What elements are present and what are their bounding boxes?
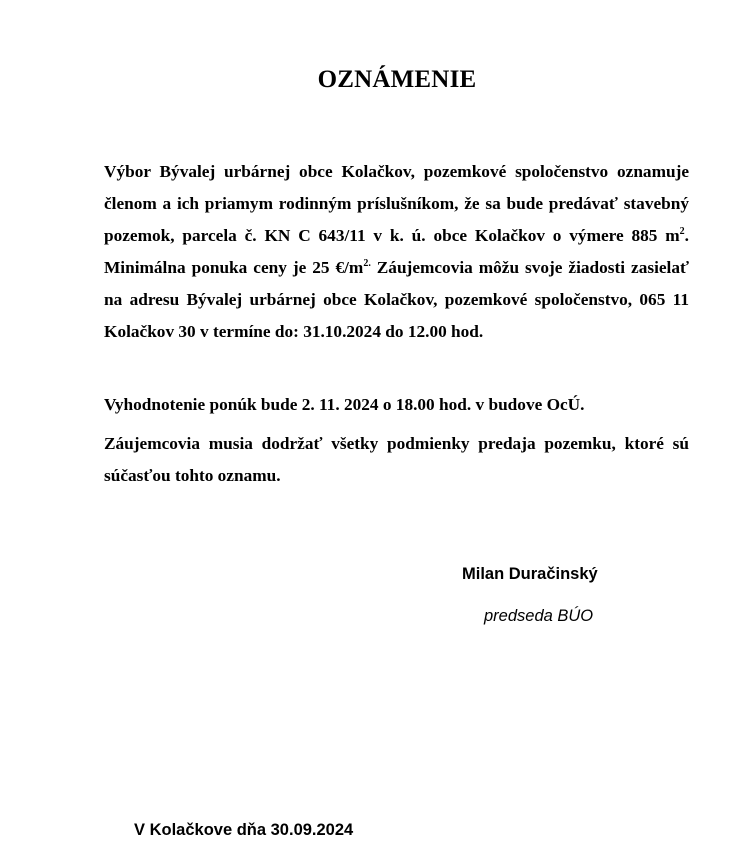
place-and-date: V Kolačkove dňa 30.09.2024 xyxy=(134,821,354,839)
signatory-role: predseda BÚO xyxy=(484,607,594,625)
conditions-paragraph: Záujemcovia musia dodržať všetky podmienky predaja pozemku, ktoré sú súčasťou tohto oznamu. xyxy=(104,434,689,485)
evaluation-paragraph: Vyhodnotenie ponúk bude 2. 11. 2024 o 18.00 hod. v budove OcÚ. xyxy=(104,395,585,414)
announcement-paragraph xyxy=(104,156,689,348)
paragraph-text-part1: Výbor Bývalej urbárnej obce Kolačkov, pozemkové spoločenstvo oznamuje členom a ich priamym rodinným príslušníkom, že sa bude predávať stavebný pozemok, parcela č. KN C 643/11 v k. ú. obce Kolačkov o výmere 885 m xyxy=(104,162,689,245)
signatory-name: Milan Duračinský xyxy=(462,565,598,583)
area-exponent: 2 xyxy=(679,226,685,238)
paragraph-text-part2: . Minimálna ponuka ceny je 25 €/m xyxy=(104,226,689,277)
paragraph-text-part3: Záujemcovia môžu svoje žiadosti zasielať na adresu Bývalej urbárnej obce Kolačkov, pozemkové spoločenstvo, 065 11 Kolačkov 30 v termíne do: 31.10.2024 do 12.00 hod. xyxy=(104,258,689,341)
price-exponent: 2. xyxy=(363,258,371,270)
document-title: OZNÁMENIE xyxy=(317,66,477,93)
